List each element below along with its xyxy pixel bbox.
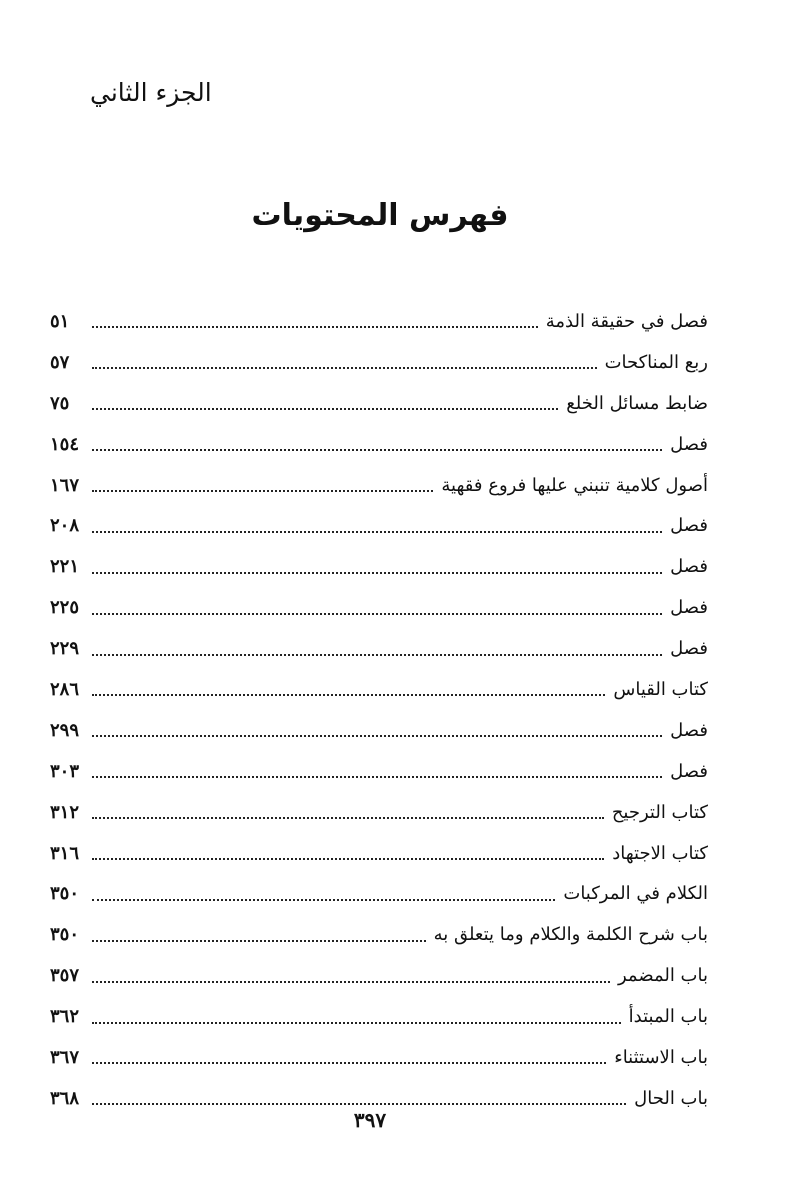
toc-entry-page: ٥٧: [50, 351, 70, 373]
toc-entry-page: ٢٨٦: [50, 678, 80, 700]
toc-entry-page: ٣٦٨: [50, 1087, 80, 1109]
toc-entry-title: فصل: [670, 760, 708, 782]
dot-leader: [92, 1103, 626, 1105]
toc-entry-page: ٣٠٣: [50, 760, 80, 782]
dot-leader: [92, 654, 662, 656]
toc-entry-title: فصل: [670, 515, 708, 537]
dot-leader: [92, 694, 605, 696]
toc-entry-page: ٥١: [50, 310, 70, 332]
toc-entry: [50, 1037, 708, 1078]
toc-entry-title: فصل: [670, 597, 708, 619]
toc-entry: [50, 505, 708, 546]
toc-entry-page: ٣٦٢: [50, 1006, 80, 1028]
dot-leader: [92, 326, 538, 328]
toc-entry: [50, 710, 708, 751]
toc-entry-page: ٣٥٠: [50, 883, 80, 905]
toc-entry: [50, 873, 708, 914]
dot-leader: [92, 776, 662, 778]
dot-leader: [92, 572, 662, 574]
toc-entry: [50, 955, 708, 996]
toc-entry-title: فصل: [670, 719, 708, 741]
toc-entry: [50, 383, 708, 424]
toc-entry-page: ٢٢٥: [50, 597, 80, 619]
toc-entry-page: ٢٢١: [50, 556, 80, 578]
toc-entry: [50, 628, 708, 669]
toc-entry-page: ٣٥٧: [50, 965, 80, 987]
dot-leader: [92, 367, 597, 369]
toc-entry-title: باب الاستثناء: [614, 1046, 708, 1068]
dot-leader: [92, 940, 426, 942]
toc-entry-title: كتاب الترجيح: [611, 801, 708, 823]
dot-leader: [92, 490, 433, 492]
toc-entry-title: فصل: [670, 638, 708, 660]
toc-entry: [50, 996, 708, 1037]
dot-leader: [92, 981, 610, 983]
page-title: فهرس المحتويات: [251, 198, 509, 233]
toc-entry: [50, 546, 708, 587]
toc-entry-title: فصل في حقيقة الذمة: [545, 310, 708, 332]
toc-entry-title: باب شرح الكلمة والكلام وما يتعلق به: [433, 924, 708, 946]
toc-entry-page: ٣١٢: [50, 801, 80, 823]
toc-entry-title: الكلام في المركبات: [563, 883, 708, 905]
toc-entry: [50, 792, 708, 833]
dot-leader: [92, 899, 555, 901]
dot-leader: [92, 858, 604, 860]
dot-leader: [92, 531, 662, 533]
toc-entry-title: باب المضمر: [618, 965, 708, 987]
toc-entry-page: ٧٥: [50, 392, 70, 414]
volume-label: الجزء الثاني: [90, 78, 212, 107]
toc-entry-title: باب المبتدأ: [628, 1006, 708, 1028]
toc-entry: [50, 914, 708, 955]
toc-entry-page: ١٥٤: [50, 433, 80, 455]
toc-entry-title: فصل: [670, 556, 708, 578]
toc-entry-title: كتاب الاجتهاد: [612, 842, 708, 864]
dot-leader: [92, 408, 558, 410]
toc-entry: [50, 833, 708, 874]
dot-leader: [92, 449, 662, 451]
dot-leader: [92, 735, 662, 737]
toc-entry: [50, 342, 708, 383]
toc-entry-title: ضابط مسائل الخلع: [566, 392, 708, 414]
toc-entry: [50, 301, 708, 342]
toc-entry-page: ٢٠٨: [50, 515, 80, 537]
toc-entry: [50, 587, 708, 628]
dot-leader: [92, 613, 662, 615]
dot-leader: [92, 817, 604, 819]
toc-entry: [50, 465, 708, 506]
toc-entry: [50, 424, 708, 465]
toc-entry-page: ٣٦٧: [50, 1046, 80, 1068]
toc-entry-page: ٣٥٠: [50, 924, 80, 946]
toc-entry-title: أصول كلامية تنبني عليها فروع فقهية: [441, 474, 708, 496]
toc-entry-title: باب الحال: [634, 1087, 708, 1109]
toc-entry-title: فصل: [670, 433, 708, 455]
toc-entry-page: ١٦٧: [50, 474, 80, 496]
dot-leader: [92, 1062, 606, 1064]
toc-entry-title: كتاب القياس: [613, 678, 708, 700]
toc-entry-page: ٢٢٩: [50, 638, 80, 660]
toc-entry-page: ٣١٦: [50, 842, 80, 864]
toc-entry-page: ٢٩٩: [50, 719, 80, 741]
table-of-contents: [50, 301, 708, 1119]
toc-entry: [50, 751, 708, 792]
toc-entry: [50, 669, 708, 710]
footer-page-number: ٣٩٧: [353, 1108, 387, 1132]
dot-leader: [92, 1022, 621, 1024]
toc-entry-title: ربع المناكحات: [604, 351, 708, 373]
